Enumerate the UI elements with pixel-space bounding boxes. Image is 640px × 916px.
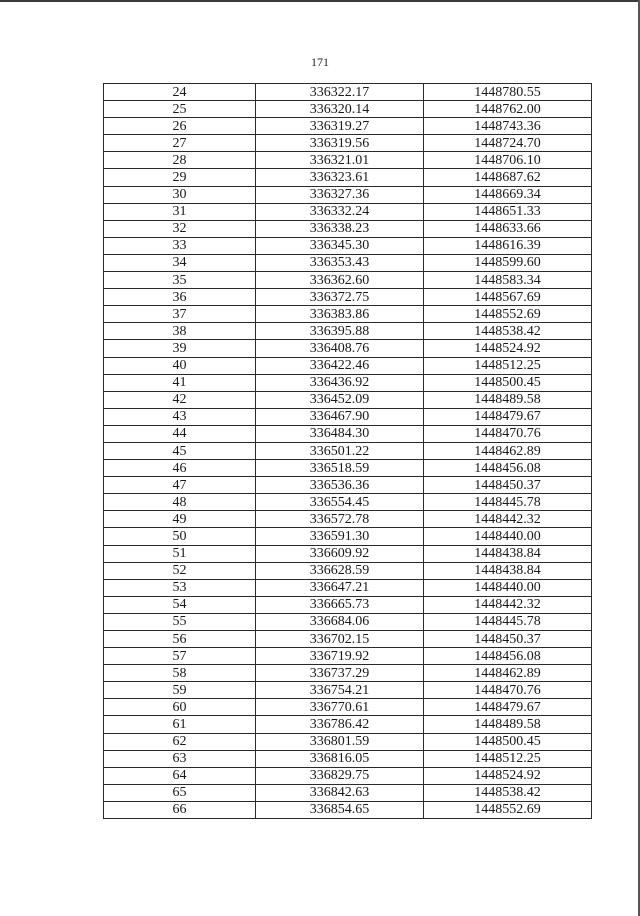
- x-coordinate-cell: 336362.60: [256, 272, 424, 289]
- x-coordinate-cell: 336338.23: [256, 220, 424, 237]
- table-row: [104, 562, 592, 579]
- table-row: [104, 699, 592, 716]
- y-coordinate-cell: 1448743.36: [424, 118, 592, 135]
- y-coordinate-cell: 1448442.32: [424, 596, 592, 613]
- x-coordinate-cell: 336786.42: [256, 716, 424, 733]
- y-coordinate-cell: 1448538.42: [424, 323, 592, 340]
- table-row: [104, 733, 592, 750]
- x-coordinate-cell: 336323.61: [256, 169, 424, 186]
- x-coordinate-cell: 336829.75: [256, 767, 424, 784]
- x-coordinate-cell: 336737.29: [256, 665, 424, 682]
- point-number-cell: 53: [104, 579, 256, 596]
- table-row: [104, 203, 592, 220]
- point-number-cell: 62: [104, 733, 256, 750]
- y-coordinate-cell: 1448616.39: [424, 237, 592, 254]
- y-coordinate-cell: 1448687.62: [424, 169, 592, 186]
- point-number-cell: 44: [104, 425, 256, 442]
- y-coordinate-cell: 1448456.08: [424, 460, 592, 477]
- x-coordinate-cell: 336319.56: [256, 135, 424, 152]
- table-row: [104, 631, 592, 648]
- point-number-cell: 35: [104, 272, 256, 289]
- point-number-cell: 54: [104, 596, 256, 613]
- point-number-cell: 57: [104, 648, 256, 665]
- point-number-cell: 25: [104, 101, 256, 118]
- table-row: [104, 306, 592, 323]
- table-row: [104, 323, 592, 340]
- point-number-cell: 48: [104, 494, 256, 511]
- table-row: [104, 801, 592, 818]
- coordinates-table-body: [104, 84, 592, 819]
- y-coordinate-cell: 1448762.00: [424, 101, 592, 118]
- point-number-cell: 41: [104, 374, 256, 391]
- y-coordinate-cell: 1448524.92: [424, 340, 592, 357]
- table-row: [104, 118, 592, 135]
- point-number-cell: 37: [104, 306, 256, 323]
- table-row: [104, 408, 592, 425]
- x-coordinate-cell: 336452.09: [256, 391, 424, 408]
- table-row: [104, 340, 592, 357]
- point-number-cell: 50: [104, 528, 256, 545]
- point-number-cell: 43: [104, 408, 256, 425]
- x-coordinate-cell: 336408.76: [256, 340, 424, 357]
- y-coordinate-cell: 1448470.76: [424, 425, 592, 442]
- table-row: [104, 272, 592, 289]
- y-coordinate-cell: 1448438.84: [424, 562, 592, 579]
- table-row: [104, 152, 592, 169]
- x-coordinate-cell: 336484.30: [256, 425, 424, 442]
- table-row: [104, 716, 592, 733]
- x-coordinate-cell: 336518.59: [256, 460, 424, 477]
- x-coordinate-cell: 336395.88: [256, 323, 424, 340]
- y-coordinate-cell: 1448489.58: [424, 391, 592, 408]
- x-coordinate-cell: 336665.73: [256, 596, 424, 613]
- point-number-cell: 46: [104, 460, 256, 477]
- point-number-cell: 33: [104, 237, 256, 254]
- table-row: [104, 494, 592, 511]
- y-coordinate-cell: 1448445.78: [424, 613, 592, 630]
- point-number-cell: 64: [104, 767, 256, 784]
- y-coordinate-cell: 1448462.89: [424, 665, 592, 682]
- y-coordinate-cell: 1448440.00: [424, 528, 592, 545]
- table-row: [104, 460, 592, 477]
- coordinates-table: [103, 83, 592, 819]
- point-number-cell: 36: [104, 289, 256, 306]
- y-coordinate-cell: 1448524.92: [424, 767, 592, 784]
- x-coordinate-cell: 336854.65: [256, 801, 424, 818]
- point-number-cell: 49: [104, 511, 256, 528]
- y-coordinate-cell: 1448706.10: [424, 152, 592, 169]
- point-number-cell: 59: [104, 682, 256, 699]
- y-coordinate-cell: 1448512.25: [424, 750, 592, 767]
- point-number-cell: 66: [104, 801, 256, 818]
- table-row: [104, 442, 592, 459]
- point-number-cell: 39: [104, 340, 256, 357]
- y-coordinate-cell: 1448456.08: [424, 648, 592, 665]
- x-coordinate-cell: 336801.59: [256, 733, 424, 750]
- y-coordinate-cell: 1448780.55: [424, 84, 592, 101]
- x-coordinate-cell: 336628.59: [256, 562, 424, 579]
- table-row: [104, 477, 592, 494]
- point-number-cell: 45: [104, 442, 256, 459]
- x-coordinate-cell: 336467.90: [256, 408, 424, 425]
- x-coordinate-cell: 336536.36: [256, 477, 424, 494]
- x-coordinate-cell: 336816.05: [256, 750, 424, 767]
- point-number-cell: 29: [104, 169, 256, 186]
- page-number: 171: [311, 55, 329, 69]
- x-coordinate-cell: 336422.46: [256, 357, 424, 374]
- table-row: [104, 169, 592, 186]
- y-coordinate-cell: 1448512.25: [424, 357, 592, 374]
- table-row: [104, 357, 592, 374]
- x-coordinate-cell: 336702.15: [256, 631, 424, 648]
- x-coordinate-cell: 336320.14: [256, 101, 424, 118]
- y-coordinate-cell: 1448479.67: [424, 408, 592, 425]
- point-number-cell: 63: [104, 750, 256, 767]
- table-row: [104, 596, 592, 613]
- y-coordinate-cell: 1448552.69: [424, 306, 592, 323]
- y-coordinate-cell: 1448479.67: [424, 699, 592, 716]
- table-row: [104, 579, 592, 596]
- y-coordinate-cell: 1448438.84: [424, 545, 592, 562]
- x-coordinate-cell: 336719.92: [256, 648, 424, 665]
- table-row: [104, 135, 592, 152]
- y-coordinate-cell: 1448445.78: [424, 494, 592, 511]
- point-number-cell: 26: [104, 118, 256, 135]
- point-number-cell: 28: [104, 152, 256, 169]
- table-row: [104, 425, 592, 442]
- y-coordinate-cell: 1448724.70: [424, 135, 592, 152]
- table-row: [104, 186, 592, 203]
- scan-border-top: [0, 0, 640, 2]
- table-row: [104, 220, 592, 237]
- x-coordinate-cell: 336345.30: [256, 237, 424, 254]
- x-coordinate-cell: 336591.30: [256, 528, 424, 545]
- x-coordinate-cell: 336332.24: [256, 203, 424, 220]
- y-coordinate-cell: 1448651.33: [424, 203, 592, 220]
- x-coordinate-cell: 336572.78: [256, 511, 424, 528]
- point-number-cell: 31: [104, 203, 256, 220]
- point-number-cell: 47: [104, 477, 256, 494]
- x-coordinate-cell: 336842.63: [256, 784, 424, 801]
- point-number-cell: 34: [104, 254, 256, 271]
- table-row: [104, 101, 592, 118]
- y-coordinate-cell: 1448440.00: [424, 579, 592, 596]
- point-number-cell: 58: [104, 665, 256, 682]
- table-row: [104, 374, 592, 391]
- table-row: [104, 237, 592, 254]
- table-row: [104, 750, 592, 767]
- x-coordinate-cell: 336436.92: [256, 374, 424, 391]
- point-number-cell: 65: [104, 784, 256, 801]
- y-coordinate-cell: 1448633.66: [424, 220, 592, 237]
- table-row: [104, 254, 592, 271]
- y-coordinate-cell: 1448500.45: [424, 374, 592, 391]
- x-coordinate-cell: 336327.36: [256, 186, 424, 203]
- y-coordinate-cell: 1448442.32: [424, 511, 592, 528]
- point-number-cell: 56: [104, 631, 256, 648]
- y-coordinate-cell: 1448450.37: [424, 631, 592, 648]
- table-row: [104, 613, 592, 630]
- point-number-cell: 27: [104, 135, 256, 152]
- table-row: [104, 665, 592, 682]
- x-coordinate-cell: 336322.17: [256, 84, 424, 101]
- point-number-cell: 61: [104, 716, 256, 733]
- y-coordinate-cell: 1448567.69: [424, 289, 592, 306]
- table-row: [104, 682, 592, 699]
- y-coordinate-cell: 1448669.34: [424, 186, 592, 203]
- table-row: [104, 289, 592, 306]
- y-coordinate-cell: 1448552.69: [424, 801, 592, 818]
- table-row: [104, 84, 592, 101]
- x-coordinate-cell: 336501.22: [256, 442, 424, 459]
- table-row: [104, 391, 592, 408]
- x-coordinate-cell: 336372.75: [256, 289, 424, 306]
- point-number-cell: 51: [104, 545, 256, 562]
- table-row: [104, 528, 592, 545]
- point-number-cell: 30: [104, 186, 256, 203]
- x-coordinate-cell: 336684.06: [256, 613, 424, 630]
- point-number-cell: 42: [104, 391, 256, 408]
- x-coordinate-cell: 336609.92: [256, 545, 424, 562]
- point-number-cell: 24: [104, 84, 256, 101]
- x-coordinate-cell: 336383.86: [256, 306, 424, 323]
- x-coordinate-cell: 336770.61: [256, 699, 424, 716]
- table-row: [104, 767, 592, 784]
- y-coordinate-cell: 1448470.76: [424, 682, 592, 699]
- point-number-cell: 55: [104, 613, 256, 630]
- y-coordinate-cell: 1448583.34: [424, 272, 592, 289]
- x-coordinate-cell: 336321.01: [256, 152, 424, 169]
- y-coordinate-cell: 1448462.89: [424, 442, 592, 459]
- table-row: [104, 784, 592, 801]
- x-coordinate-cell: 336647.21: [256, 579, 424, 596]
- point-number-cell: 40: [104, 357, 256, 374]
- point-number-cell: 38: [104, 323, 256, 340]
- y-coordinate-cell: 1448450.37: [424, 477, 592, 494]
- y-coordinate-cell: 1448538.42: [424, 784, 592, 801]
- x-coordinate-cell: 336319.27: [256, 118, 424, 135]
- table-row: [104, 545, 592, 562]
- y-coordinate-cell: 1448489.58: [424, 716, 592, 733]
- x-coordinate-cell: 336353.43: [256, 254, 424, 271]
- y-coordinate-cell: 1448599.60: [424, 254, 592, 271]
- table-row: [104, 511, 592, 528]
- point-number-cell: 32: [104, 220, 256, 237]
- point-number-cell: 60: [104, 699, 256, 716]
- x-coordinate-cell: 336754.21: [256, 682, 424, 699]
- point-number-cell: 52: [104, 562, 256, 579]
- table-row: [104, 648, 592, 665]
- y-coordinate-cell: 1448500.45: [424, 733, 592, 750]
- x-coordinate-cell: 336554.45: [256, 494, 424, 511]
